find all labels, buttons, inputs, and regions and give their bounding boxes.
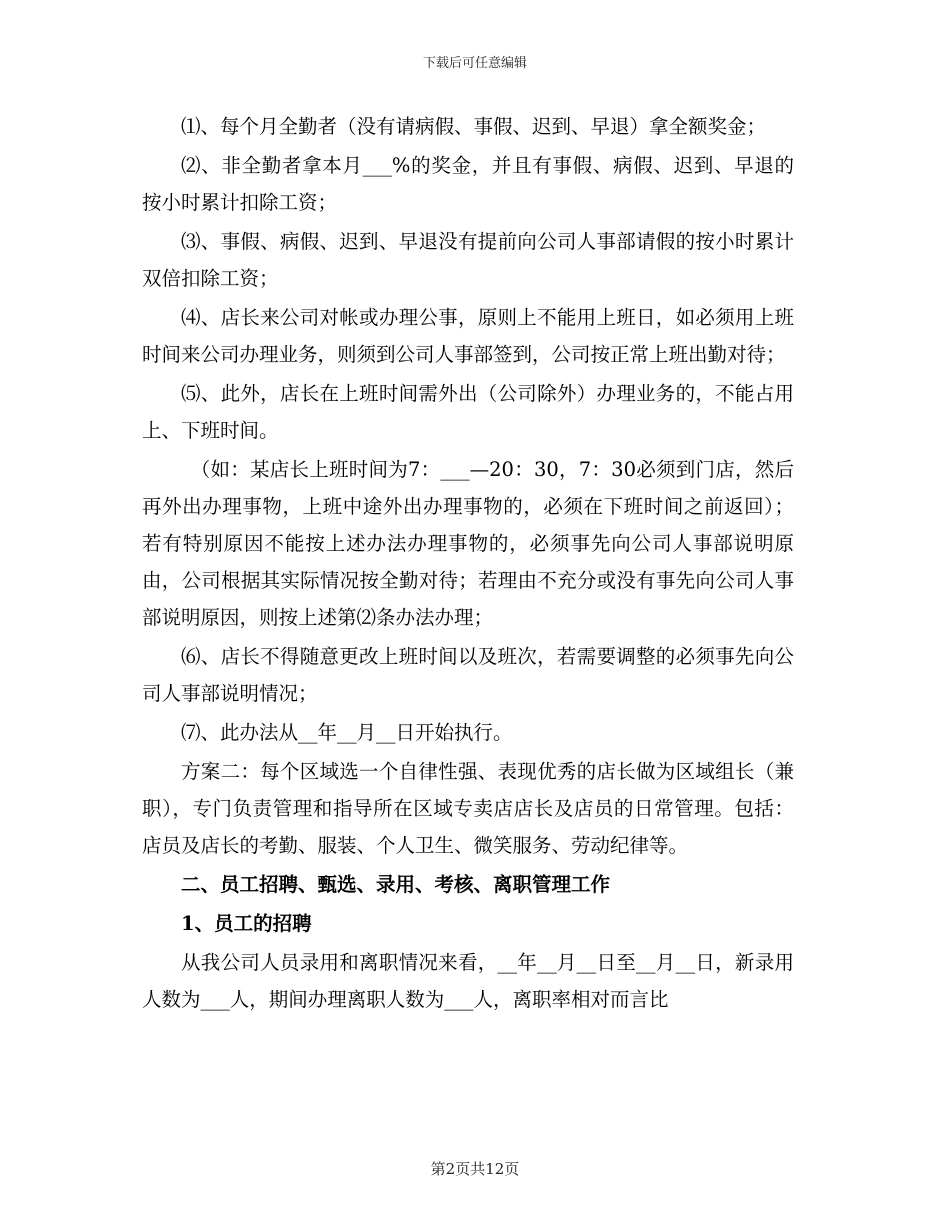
paragraph-example: （如：某店长上班时间为7：___—20：30，7：30必须到门店，然后再外出办理事物，上班中途外出办理事物的，必须在下班时间之前返回）；若有特别原因不能按上述办法办理事物的，必须事先向公司人事部说明原由，公司根据其实际情况按全勤对待；若理由不充分或没有事先向公司人事部说明原因，则按上述第⑵条办法办理；: [142, 458, 794, 629]
paragraph-rule-4: ⑷、店长来公司对帐或办理公事，原则上不能用上班日，如必须用上班时间来公司办理业务，则须到公司人事部签到，公司按正常上班出勤对待；: [142, 306, 794, 366]
section-heading: 二、员工招聘、甄选、录用、考核、离职管理工作: [181, 873, 611, 896]
paragraph-rule-6: ⑹、店长不得随意更改上班时间以及班次，若需要调整的必须事先向公司人事部说明情况；: [142, 645, 794, 705]
subsection-heading: 1、员工的招聘: [181, 912, 312, 935]
paragraph-rule-1: ⑴、每个月全勤者（没有请病假、事假、迟到、早退）拿全额奖金；: [181, 115, 767, 138]
document-body: [142, 108, 794, 1020]
paragraph-recruitment: 从我公司人员录用和离职情况来看，__年__月__日至__月__日，新录用人数为___人，期间办理离职人数为___人，离职率相对而言比: [142, 951, 794, 1011]
paragraph-plan-two: 方案二：每个区域选一个自律性强、表现优秀的店长做为区域组长（兼职），专门负责管理和指导所在区域专卖店店长及店员的日常管理。包括：店员及店长的考勤、服装、个人卫生、微笑服务、劳动纪律等。: [142, 760, 794, 857]
paragraph-rule-7: ⑺、此办法从__年__月__日开始执行。: [181, 721, 513, 744]
paragraph-rule-3: ⑶、事假、病假、迟到、早退没有提前向公司人事部请假的按小时累计双倍扣除工资；: [142, 230, 794, 290]
page-header: 下载后可任意编辑: [422, 56, 527, 71]
paragraph-rule-5: ⑸、此外，店长在上班时间需外出（公司除外）办理业务的，不能占用上、下班时间。: [142, 382, 794, 442]
paragraph-rule-2: ⑵、非全勤者拿本月___%的奖金，并且有事假、病假、迟到、早退的按小时累计扣除工资；: [142, 154, 794, 214]
page-footer: 第2页共12页: [430, 1160, 520, 1178]
